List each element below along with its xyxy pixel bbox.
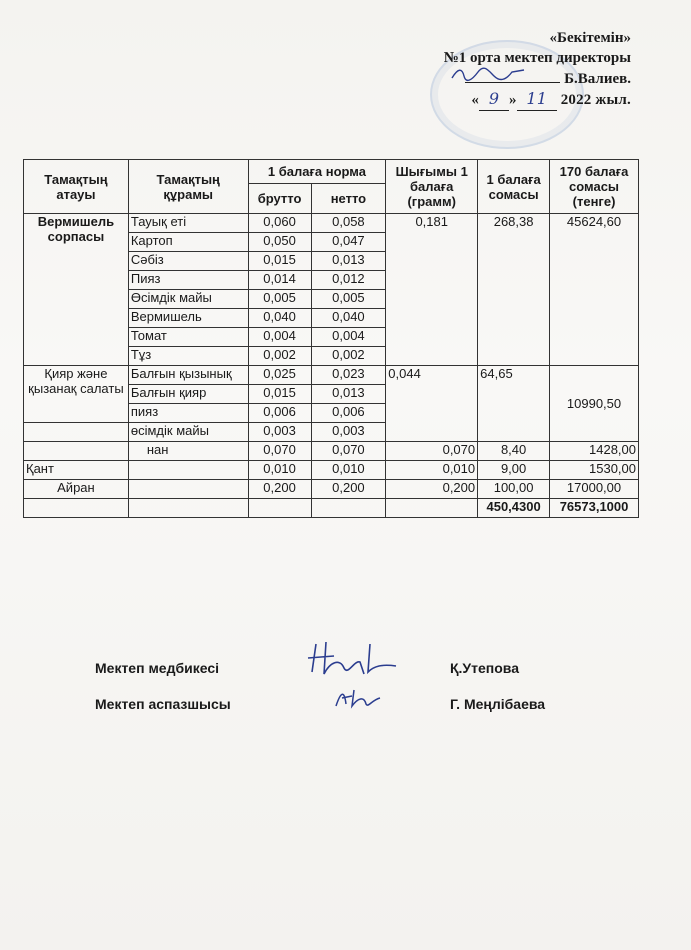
header-output: Шығымы 1 балаға (грамм) bbox=[386, 160, 478, 214]
dish1-item: Пияз bbox=[128, 271, 248, 290]
nurse-name: Қ.Утепова bbox=[450, 660, 520, 676]
header-netto: нетто bbox=[311, 184, 386, 214]
dish1-brutto: 0,060 bbox=[248, 214, 311, 233]
dish1-item: Тұз bbox=[128, 347, 248, 366]
dish1-item: Өсімдік майы bbox=[128, 290, 248, 309]
single-sum1: 100,00 bbox=[478, 480, 550, 499]
single-netto: 0,200 bbox=[311, 480, 386, 499]
dish2-sum1: 64,65 bbox=[478, 366, 550, 442]
dish2-output: 0,044 bbox=[386, 366, 478, 442]
dish1-brutto: 0,005 bbox=[248, 290, 311, 309]
date-close-quote: » bbox=[509, 92, 517, 108]
dish1-item: Картоп bbox=[128, 233, 248, 252]
dish2-item: өсімдік майы bbox=[128, 423, 248, 442]
menu-table bbox=[23, 159, 639, 518]
total-sum1: 450,4300 bbox=[478, 499, 550, 518]
empty-cell bbox=[24, 423, 129, 442]
dish1-netto: 0,058 bbox=[311, 214, 386, 233]
cook-name: Г. Меңлібаева bbox=[450, 696, 546, 712]
dish2-brutto: 0,015 bbox=[248, 385, 311, 404]
single-output: 0,010 bbox=[386, 461, 478, 480]
single-item: нан bbox=[128, 442, 248, 461]
header-brutto: брутто bbox=[248, 184, 311, 214]
single-sum1: 9,00 bbox=[478, 461, 550, 480]
dish1-sum170: 45624,60 bbox=[550, 214, 639, 366]
director-signature bbox=[448, 64, 528, 84]
dish1-netto: 0,040 bbox=[311, 309, 386, 328]
director-position: №1 орта мектеп директоры bbox=[443, 50, 631, 66]
total-sum170: 76573,1000 bbox=[550, 499, 639, 518]
dish1-brutto: 0,050 bbox=[248, 233, 311, 252]
dish2-name: Қияр және қызанақ салаты bbox=[24, 366, 129, 423]
single-netto: 0,070 bbox=[311, 442, 386, 461]
header-composition: Тамақтың құрамы bbox=[128, 160, 248, 214]
header-norm: 1 балаға норма bbox=[248, 160, 386, 184]
dish2-item: Балғын қияр bbox=[128, 385, 248, 404]
approval-title: «Бекітемін» bbox=[549, 30, 631, 46]
nurse-role: Мектеп медбикесі bbox=[95, 660, 220, 676]
dish1-name: Вермишель сорпасы bbox=[24, 214, 129, 366]
date-open-quote: « bbox=[471, 92, 480, 108]
dish2-netto: 0,013 bbox=[311, 385, 386, 404]
dish1-item: Томат bbox=[128, 328, 248, 347]
dish1-item: Тауық еті bbox=[128, 214, 248, 233]
empty-cell bbox=[311, 499, 386, 518]
dish1-brutto: 0,002 bbox=[248, 347, 311, 366]
cook-signature bbox=[330, 680, 390, 712]
cook-role: Мектеп аспазшысы bbox=[95, 696, 231, 712]
single-brutto: 0,070 bbox=[248, 442, 311, 461]
single-item bbox=[128, 461, 248, 480]
approval-date bbox=[444, 89, 631, 111]
total-row bbox=[24, 499, 639, 518]
dish1-brutto: 0,004 bbox=[248, 328, 311, 347]
dish1-brutto: 0,014 bbox=[248, 271, 311, 290]
dish1-item: Вермишель bbox=[128, 309, 248, 328]
empty-cell bbox=[24, 499, 129, 518]
single-item bbox=[128, 480, 248, 499]
empty-cell bbox=[386, 499, 478, 518]
dish2-item: пияз bbox=[128, 404, 248, 423]
dish1-netto: 0,047 bbox=[311, 233, 386, 252]
single-brutto: 0,200 bbox=[248, 480, 311, 499]
date-day: 9 bbox=[488, 89, 500, 108]
dish2-item: Балғын қызынық bbox=[128, 366, 248, 385]
dish1-output: 0,181 bbox=[386, 214, 478, 366]
dish1-netto: 0,012 bbox=[311, 271, 386, 290]
empty-cell bbox=[248, 499, 311, 518]
director-name-text: Б.Валиев. bbox=[564, 71, 631, 87]
single-output: 0,070 bbox=[386, 442, 478, 461]
single-name: Қант bbox=[24, 461, 129, 480]
dish2-sum170: 10990,50 bbox=[550, 366, 639, 442]
dish1-netto: 0,005 bbox=[311, 290, 386, 309]
date-year: 2022 жыл. bbox=[560, 92, 631, 108]
dish2-brutto: 0,006 bbox=[248, 404, 311, 423]
header-name: Тамақтың атауы bbox=[24, 160, 129, 214]
dish1-brutto: 0,015 bbox=[248, 252, 311, 271]
dish2-netto: 0,023 bbox=[311, 366, 386, 385]
dish1-brutto: 0,040 bbox=[248, 309, 311, 328]
single-sum170: 1530,00 bbox=[550, 461, 639, 480]
dish2-netto: 0,003 bbox=[311, 423, 386, 442]
header-sum170: 170 балаға сомасы (тенге) bbox=[550, 160, 639, 214]
dish1-netto: 0,002 bbox=[311, 347, 386, 366]
single-name bbox=[24, 442, 129, 461]
dish2-brutto: 0,025 bbox=[248, 366, 311, 385]
single-output: 0,200 bbox=[386, 480, 478, 499]
nurse-signature bbox=[300, 632, 410, 682]
dish1-netto: 0,013 bbox=[311, 252, 386, 271]
date-month: 11 bbox=[526, 89, 548, 108]
dish1-item: Сәбіз bbox=[128, 252, 248, 271]
dish1-netto: 0,004 bbox=[311, 328, 386, 347]
single-brutto: 0,010 bbox=[248, 461, 311, 480]
dish2-netto: 0,006 bbox=[311, 404, 386, 423]
single-netto: 0,010 bbox=[311, 461, 386, 480]
single-sum170: 1428,00 bbox=[550, 442, 639, 461]
dish2-brutto: 0,003 bbox=[248, 423, 311, 442]
single-sum170: 17000,00 bbox=[550, 480, 639, 499]
empty-cell bbox=[128, 499, 248, 518]
dish1-sum1: 268,38 bbox=[478, 214, 550, 366]
header-sum1: 1 балаға сомасы bbox=[478, 160, 550, 214]
single-name: Айран bbox=[24, 480, 129, 499]
single-sum1: 8,40 bbox=[478, 442, 550, 461]
